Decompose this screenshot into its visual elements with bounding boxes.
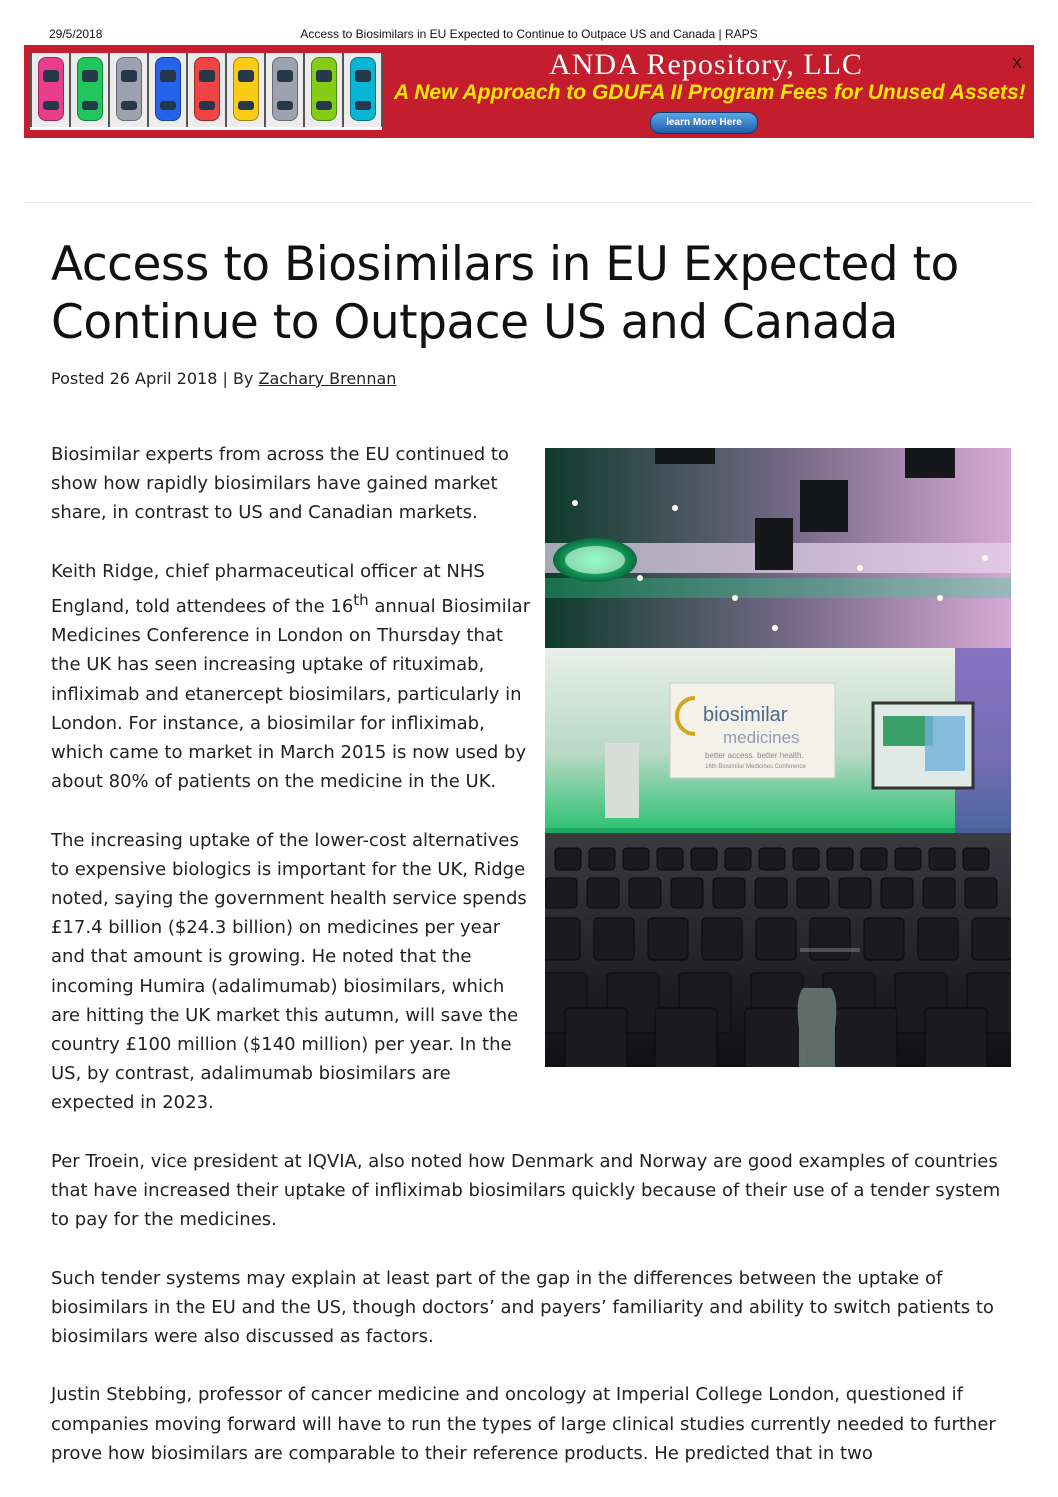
chair-shape — [565, 1008, 627, 1067]
car-icon — [77, 57, 103, 121]
chair-shape — [827, 848, 853, 870]
parking-stall-line — [303, 53, 305, 127]
parking-stall-line — [69, 53, 71, 127]
ad-company-name: ANDA Repository, LLC — [549, 48, 863, 81]
chair-shape — [657, 848, 683, 870]
chair-shape — [655, 1008, 717, 1067]
ad-close-button[interactable]: X — [1011, 55, 1022, 72]
chair-shape — [623, 848, 649, 870]
paragraph-4: Per Troein, vice president at IQVIA, also noted how Denmark and Norway are good examples of countries that have increased their uptake of infliximab biosimilars quickly because of their use of a tender system to pay for the medicines. — [51, 1150, 1001, 1231]
ceiling-light — [672, 505, 678, 511]
paragraph-3: The increasing uptake of the lower-cost alternatives to expensive biologics is important for the UK, Ridge noted, saying the government health service spends £17.4 billion ($24.3 billion) on medicines per year and that amount is growing. He noted that the incoming Humira (adalimumab) biosimilars, which are hitting the UK market this autumn, will save the country £100 million ($140 million) per year. In the US, by contrast, adalimumab biosimilars are expected in 2023. — [51, 829, 527, 1114]
ceiling-light — [982, 555, 988, 561]
chair-shape — [797, 878, 829, 908]
chair-shape — [671, 878, 703, 908]
parking-stall-line — [381, 53, 383, 127]
parking-stall-line — [342, 53, 344, 127]
author-link[interactable]: Zachary Brennan — [258, 369, 397, 388]
car-icon — [38, 57, 64, 121]
ad-banner[interactable] — [24, 45, 1034, 138]
header-divider — [24, 202, 1034, 203]
paragraph-2: Keith Ridge, chief pharmaceutical officer at NHS England, told attendees of the 16th annual Biosimilar Medicines Conference in London on Thursday that the UK has seen increasing uptake of rituximab, infliximab and etanercept biosimilars, particularly in London. For instance, a biosimilar for infliximab, which came to market in March 2015 is now used by about 80% of patients on the medicine in the UK. — [51, 560, 531, 793]
car-icon — [272, 57, 298, 121]
chair-shape — [629, 878, 661, 908]
chair-shape — [965, 878, 997, 908]
car-icon — [350, 57, 376, 121]
parking-stall-line — [225, 53, 227, 127]
chair-shape — [925, 1008, 987, 1067]
chair-shape — [759, 848, 785, 870]
posted-date: Posted 26 April 2018 | By — [51, 369, 254, 388]
chair-shape — [691, 848, 717, 870]
chair-shape — [648, 918, 688, 960]
chair-shape — [755, 878, 787, 908]
article-body — [51, 440, 1011, 1497]
chair-shape — [972, 918, 1011, 960]
conference-photo — [545, 448, 1011, 1067]
chair-shape — [756, 918, 796, 960]
chair-shape — [895, 848, 921, 870]
sign-brand-line1: biosimilar — [703, 704, 788, 726]
parking-stall-line — [108, 53, 110, 127]
ceiling-light — [572, 500, 578, 506]
chair-shape — [963, 848, 989, 870]
sign-event: 16th Biosimilar Medicines Conference — [705, 764, 806, 770]
ceiling-light — [937, 595, 943, 601]
byline — [51, 369, 396, 388]
parking-stall-line — [264, 53, 266, 127]
car-icon — [194, 57, 220, 121]
article-title: Access to Biosimilars in EU Expected to Continue to Outpace US and Canada — [51, 237, 959, 350]
ceiling-light — [772, 625, 778, 631]
chair-shape — [545, 918, 580, 960]
chair-shape — [861, 848, 887, 870]
parking-stall-line — [30, 53, 32, 127]
car-icon — [311, 57, 337, 121]
chair-shape — [923, 878, 955, 908]
print-page-title: Access to Biosimilars in EU Expected to Continue to Outpace US and Canada | RAPS — [300, 27, 758, 41]
paragraph-6: Justin Stebbing, professor of cancer medicine and oncology at Imperial College London, questioned if companies moving forward will have to run the types of large clinical studies currently needed to further prove how biosimilars are comparable to their reference products. He predicted that in two — [51, 1384, 996, 1464]
ceiling-light — [637, 575, 643, 581]
paragraph-1: Biosimilar experts from across the EU continued to show how rapidly biosimilars have gained market share, in contrast to US and Canadian markets. — [51, 444, 509, 524]
ceiling-light — [857, 565, 863, 571]
chair-shape — [810, 918, 850, 960]
chair-shape — [839, 878, 871, 908]
car-icon — [116, 57, 142, 121]
chair-shape — [793, 848, 819, 870]
chair-shape — [745, 1008, 807, 1067]
chair-shape — [587, 878, 619, 908]
ceiling-light — [732, 595, 738, 601]
chair-shape — [589, 848, 615, 870]
parking-lot-illustration — [30, 53, 382, 130]
chair-shape — [545, 878, 577, 908]
chair-shape — [555, 848, 581, 870]
chair-shape — [881, 878, 913, 908]
chair-shape — [713, 878, 745, 908]
parking-stall-line — [147, 53, 149, 127]
chair-shape — [702, 918, 742, 960]
chair-shape — [929, 848, 955, 870]
chair-shape — [594, 918, 634, 960]
print-header — [0, 27, 1058, 43]
car-icon — [155, 57, 181, 121]
sign-brand-line2: medicines — [723, 728, 800, 747]
chair-shape — [835, 1008, 897, 1067]
conference-room-illustration — [545, 448, 1011, 1067]
ad-tagline: A New Approach to GDUFA II Program Fees for Unused Assets! — [394, 81, 1026, 104]
chair-shape — [725, 848, 751, 870]
paragraph-5: Such tender systems may explain at least part of the gap in the differences between the uptake of biosimilars in the EU and the US, though doctors’ and payers’ familiarity and ability to switch patients to biosimilars were also discussed as factors. — [51, 1267, 994, 1348]
chair-shape — [918, 918, 958, 960]
parking-stall-line — [186, 53, 188, 127]
sign-slogan: better access. better health. — [705, 751, 804, 760]
ad-learn-more-button[interactable]: learn More Here — [650, 112, 758, 134]
car-icon — [233, 57, 259, 121]
print-date: 29/5/2018 — [49, 27, 103, 41]
chair-shape — [864, 918, 904, 960]
